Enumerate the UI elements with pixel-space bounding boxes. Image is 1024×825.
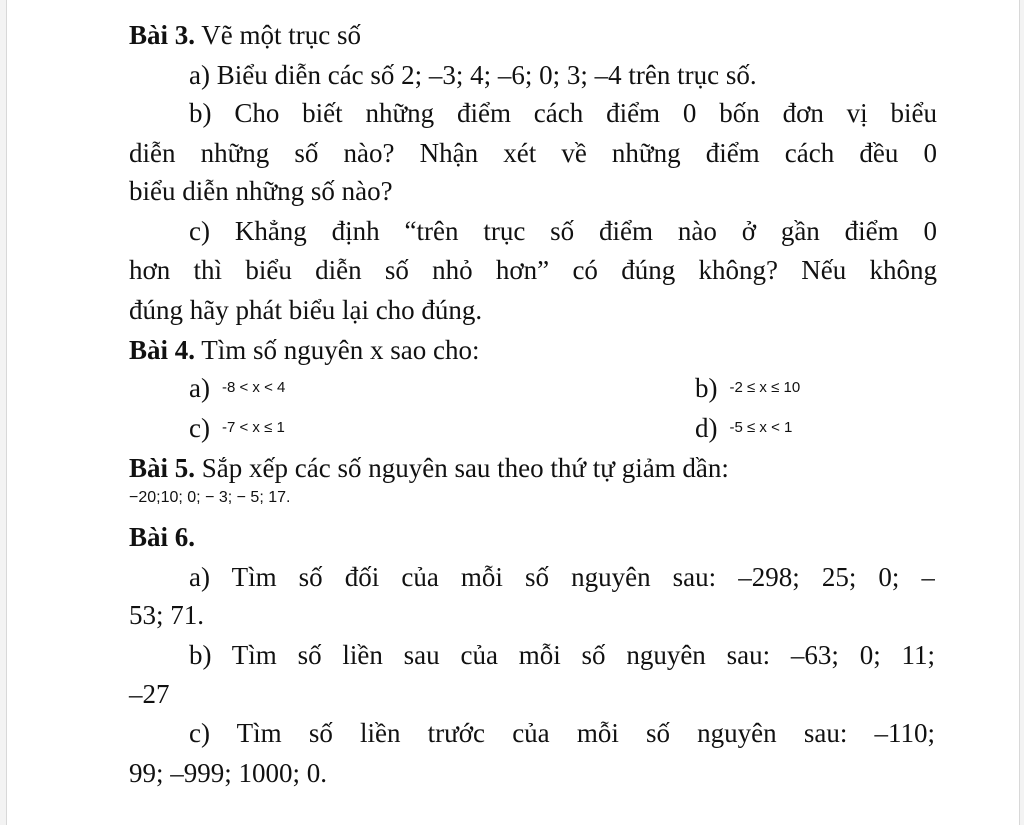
bai4-item-b-label: b) bbox=[695, 373, 718, 403]
bai6-part-b-line1: b) Tìm số liền sau của mỗi số nguyên sau: –63; 0; 11; bbox=[189, 640, 935, 670]
bai4-item-b bbox=[695, 371, 800, 405]
bai4-item-a bbox=[189, 371, 285, 405]
bai5-title-text: Sắp xếp các số nguyên sau theo thứ tự giảm dần: bbox=[195, 453, 729, 483]
bai3-part-b-line2: diễn những số nào? Nhận xét về những điểm cách đều 0 bbox=[129, 138, 937, 168]
bai3-heading bbox=[129, 18, 361, 52]
bai3-title-text: Vẽ một trục số bbox=[195, 20, 361, 50]
bai6-part-c-line1: c) Tìm số liền trước của mỗi số nguyên sau: –110; bbox=[189, 718, 935, 748]
bai4-item-d-expr: -5 ≤ x < 1 bbox=[729, 419, 793, 436]
bai5-heading bbox=[129, 451, 729, 485]
bai4-heading bbox=[129, 333, 480, 367]
document-page bbox=[6, 0, 1020, 825]
bai4-item-c bbox=[189, 411, 285, 445]
bai4-title: Bài 4. bbox=[129, 335, 196, 365]
bai5-title: Bài 5. bbox=[129, 453, 196, 483]
bai5-numbers: −20;10; 0; − 3; − 5; 17. bbox=[129, 489, 291, 506]
bai6-part-b-line2: –27 bbox=[129, 679, 170, 709]
bai3-part-a: a) Biểu diễn các số 2; –3; 4; –6; 0; 3; –4 trên trục số. bbox=[189, 60, 757, 90]
bai6-part-c-line2: 99; –999; 1000; 0. bbox=[129, 758, 328, 788]
bai3-title: Bài 3. bbox=[129, 20, 196, 50]
bai3-part-c-line1: c) Khẳng định “trên trục số điểm nào ở gần điểm 0 bbox=[189, 216, 937, 246]
bai4-item-d bbox=[695, 411, 792, 445]
bai6-part-a-line1: a) Tìm số đối của mỗi số nguyên sau: –298; 25; 0; – bbox=[189, 562, 935, 592]
bai4-item-c-label: c) bbox=[189, 413, 210, 443]
bai4-item-c-expr: -7 < x ≤ 1 bbox=[221, 419, 285, 436]
bai4-item-a-label: a) bbox=[189, 373, 210, 403]
bai3-part-b-line1: b) Cho biết những điểm cách điểm 0 bốn đơn vị biểu bbox=[189, 98, 937, 128]
bai3-part-b-line3: biểu diễn những số nào? bbox=[129, 176, 393, 206]
bai6-title: Bài 6. bbox=[129, 522, 196, 552]
bai4-item-a-expr: -8 < x < 4 bbox=[221, 379, 286, 396]
bai4-title-text: Tìm số nguyên x sao cho: bbox=[195, 335, 480, 365]
bai3-part-c-line3: đúng hãy phát biểu lại cho đúng. bbox=[129, 295, 483, 325]
bai6-part-a-line2: 53; 71. bbox=[129, 600, 205, 630]
bai3-part-c-line2: hơn thì biểu diễn số nhỏ hơn” có đúng không? Nếu không bbox=[129, 255, 937, 285]
bai4-item-d-label: d) bbox=[695, 413, 718, 443]
bai4-item-b-expr: -2 ≤ x ≤ 10 bbox=[729, 379, 801, 396]
